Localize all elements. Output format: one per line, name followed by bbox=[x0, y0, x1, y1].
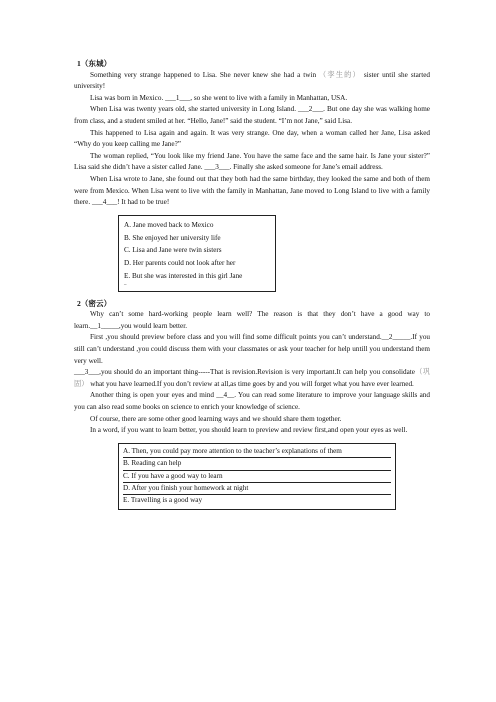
blank-3: ___3___ bbox=[74, 368, 100, 377]
paragraph: Something very strange happened to Lisa. She never knew she had a twin （孪生的） sister until she started university! bbox=[74, 70, 430, 91]
blank-1: ___1___ bbox=[165, 93, 191, 102]
option-c: C. Lisa and Jane were twin sisters bbox=[124, 246, 222, 255]
paragraph: ___3___,you should do an important thing-----That is revision.Revision is very important.It can help you consolidate（巩固） what you have learned.If you don’t review at all,as time goes by and you will forget what you have ever learned. bbox=[74, 368, 430, 388]
options-box-1 bbox=[118, 215, 276, 292]
option-c: C. If you have a good way to learn bbox=[123, 471, 391, 483]
blank-2: ___2___ bbox=[298, 105, 324, 114]
blank-1: __1_____ bbox=[90, 321, 119, 330]
options-tail: – bbox=[124, 282, 127, 288]
annotation-note: （巩固） bbox=[74, 368, 430, 388]
paragraph: When Lisa wrote to Jane, she found out that they both had the same birthday, they looked the same and both of them were from Mexico. When Lisa went to live with the family in Manhattan, Jane moved to Long Island to live with a family there. ___4___! It had to be true! bbox=[74, 174, 430, 207]
section-2-heading: 2（密云） bbox=[77, 298, 112, 308]
option-a: A. Then, you could pay more attention to the teacher’s explanations of them bbox=[123, 446, 391, 458]
option-d: D. After you finish your homework at night bbox=[123, 483, 391, 495]
paragraph: Another thing is open your eyes and mind __4__. You can read some literature to improve your language skills and you can also read some books on science to enrich your knowledge of science. bbox=[74, 391, 430, 412]
annotation-note: （孪生的） bbox=[319, 70, 361, 79]
option-a: A. Jane moved back to Mexico bbox=[124, 220, 214, 229]
option-d: D. Her parents could not look after her bbox=[124, 259, 236, 268]
paragraph: Why can’t some hard-working people learn well? The reason is that they don’t have a good way to learn.__1_____,you would learn better. bbox=[74, 310, 430, 330]
paragraph: Of course, there are some other good learning ways and we should share them together. bbox=[90, 414, 342, 423]
options-box-2 bbox=[118, 443, 396, 510]
option-b: B. She enjoyed her university life bbox=[124, 233, 221, 242]
paragraph: The woman replied, “You look like my friend Jane. You have the same face and the same hair. Is Jane your sister?” Lisa said she didn’t have a sister called Jane. ___3___. Finally she asked someone for Jane’s email address. bbox=[74, 151, 430, 172]
blank-4: ___4___ bbox=[91, 198, 118, 207]
paragraph: First ,you should preview before class and you will find some difficult points you can’t understand.__2_____.If you still can’t understand ,you could discuss them with your classmates or ask your teacher for help untill you understand them very well. bbox=[74, 333, 431, 365]
option-e: E. But she was interested in this girl Jane bbox=[124, 271, 243, 280]
paragraph: Lisa was born in Mexico. ___1___, so she went to live with a family in Manhattan, USA. bbox=[90, 93, 348, 102]
blank-2: __2_____ bbox=[381, 333, 411, 342]
paragraph: In a word, if you want to learn better, you should learn to preview and review first,and open your eyes as well. bbox=[90, 426, 408, 435]
option-b: B. Reading can help bbox=[123, 458, 391, 470]
paragraph: This happened to Lisa again and again. It was very strange. One day, when a woman called her Jane, Lisa asked “Why do you keep calling me Jane?” bbox=[74, 128, 430, 149]
blank-4: __4__ bbox=[216, 391, 235, 400]
option-e: E. Travelling is a good way bbox=[123, 496, 203, 505]
document-page bbox=[74, 58, 430, 516]
paragraph: When Lisa was twenty years old, she started university in Long Island. ___2___. But one day she was walking home from class, and a student smiled at her. “Hello, Jane!” said the student. “I’m not Jane,” said Lisa. bbox=[74, 105, 430, 125]
section-1-heading: 1（东城） bbox=[77, 59, 112, 68]
blank-3: ___3___ bbox=[204, 163, 230, 172]
